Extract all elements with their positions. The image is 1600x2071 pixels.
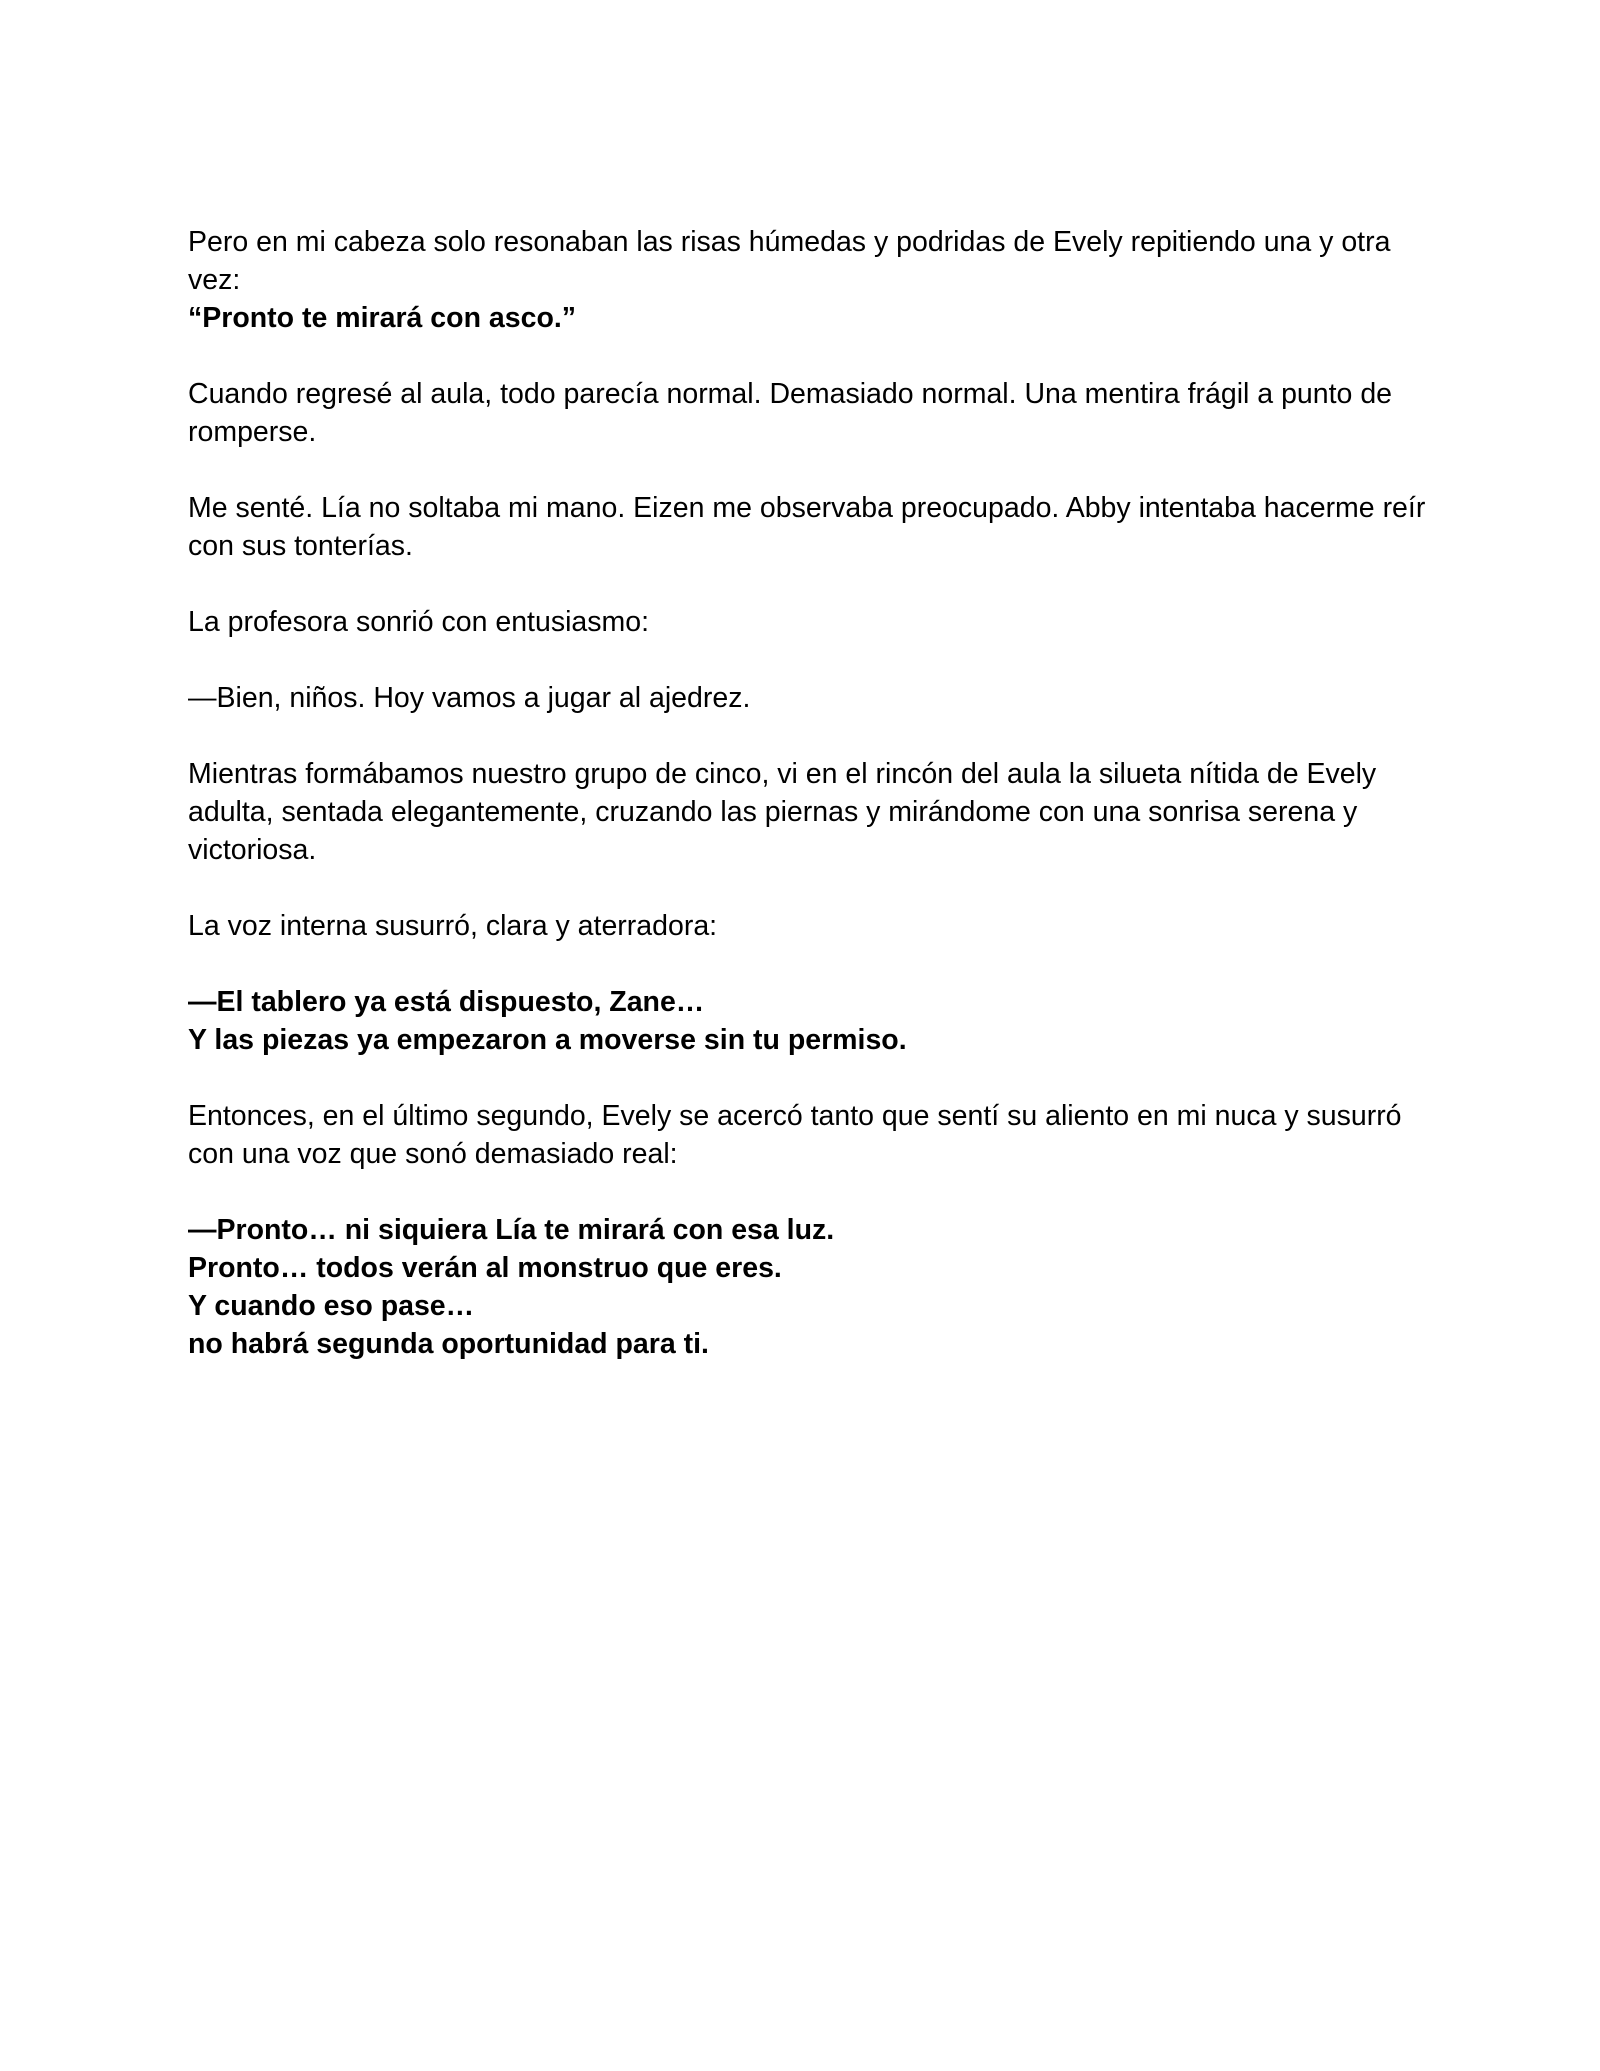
text-line: “Pronto te mirará con asco.” bbox=[188, 302, 577, 334]
text-line: no habrá segunda oportunidad para ti. bbox=[188, 1328, 709, 1360]
paragraph bbox=[188, 983, 1428, 1059]
text-line: Pronto… todos verán al monstruo que eres. bbox=[188, 1252, 782, 1284]
text-line: Y cuando eso pase… bbox=[188, 1290, 475, 1322]
document-body bbox=[188, 223, 1428, 1401]
text-line: —Pronto… ni siquiera Lía te mirará con esa luz. bbox=[188, 1214, 835, 1246]
paragraph bbox=[188, 223, 1428, 299]
text-line: Me senté. Lía no soltaba mi mano. Eizen me observaba preocupado. Abby intentaba hacerme reír con sus tonterías. bbox=[188, 492, 1426, 562]
text-line: Cuando regresé al aula, todo parecía normal. Demasiado normal. Una mentira frágil a punto de romperse. bbox=[188, 378, 1393, 448]
paragraph bbox=[188, 375, 1428, 451]
paragraph bbox=[188, 299, 1428, 337]
text-line: —El tablero ya está dispuesto, Zane… bbox=[188, 986, 705, 1018]
paragraph bbox=[188, 1097, 1428, 1173]
text-line: Entonces, en el último segundo, Evely se acercó tanto que sentí su aliento en mi nuca y susurró con una voz que sonó demasiado real: bbox=[188, 1100, 1402, 1170]
text-line: Mientras formábamos nuestro grupo de cinco, vi en el rincón del aula la silueta nítida de Evely adulta, sentada elegantemente, cruzando las piernas y mirándome con una sonrisa serena y victoriosa. bbox=[188, 758, 1377, 866]
paragraph bbox=[188, 603, 1428, 641]
paragraph bbox=[188, 1211, 1428, 1363]
text-line: La profesora sonrió con entusiasmo: bbox=[188, 606, 650, 638]
text-line: La voz interna susurró, clara y aterradora: bbox=[188, 910, 718, 942]
text-line: Pero en mi cabeza solo resonaban las risas húmedas y podridas de Evely repitiendo una y otra vez: bbox=[188, 226, 1391, 296]
text-line: —Bien, niños. Hoy vamos a jugar al ajedrez. bbox=[188, 682, 751, 714]
text-line: Y las piezas ya empezaron a moverse sin tu permiso. bbox=[188, 1024, 907, 1056]
paragraph bbox=[188, 907, 1428, 945]
paragraph bbox=[188, 679, 1428, 717]
paragraph bbox=[188, 489, 1428, 565]
paragraph bbox=[188, 755, 1428, 869]
